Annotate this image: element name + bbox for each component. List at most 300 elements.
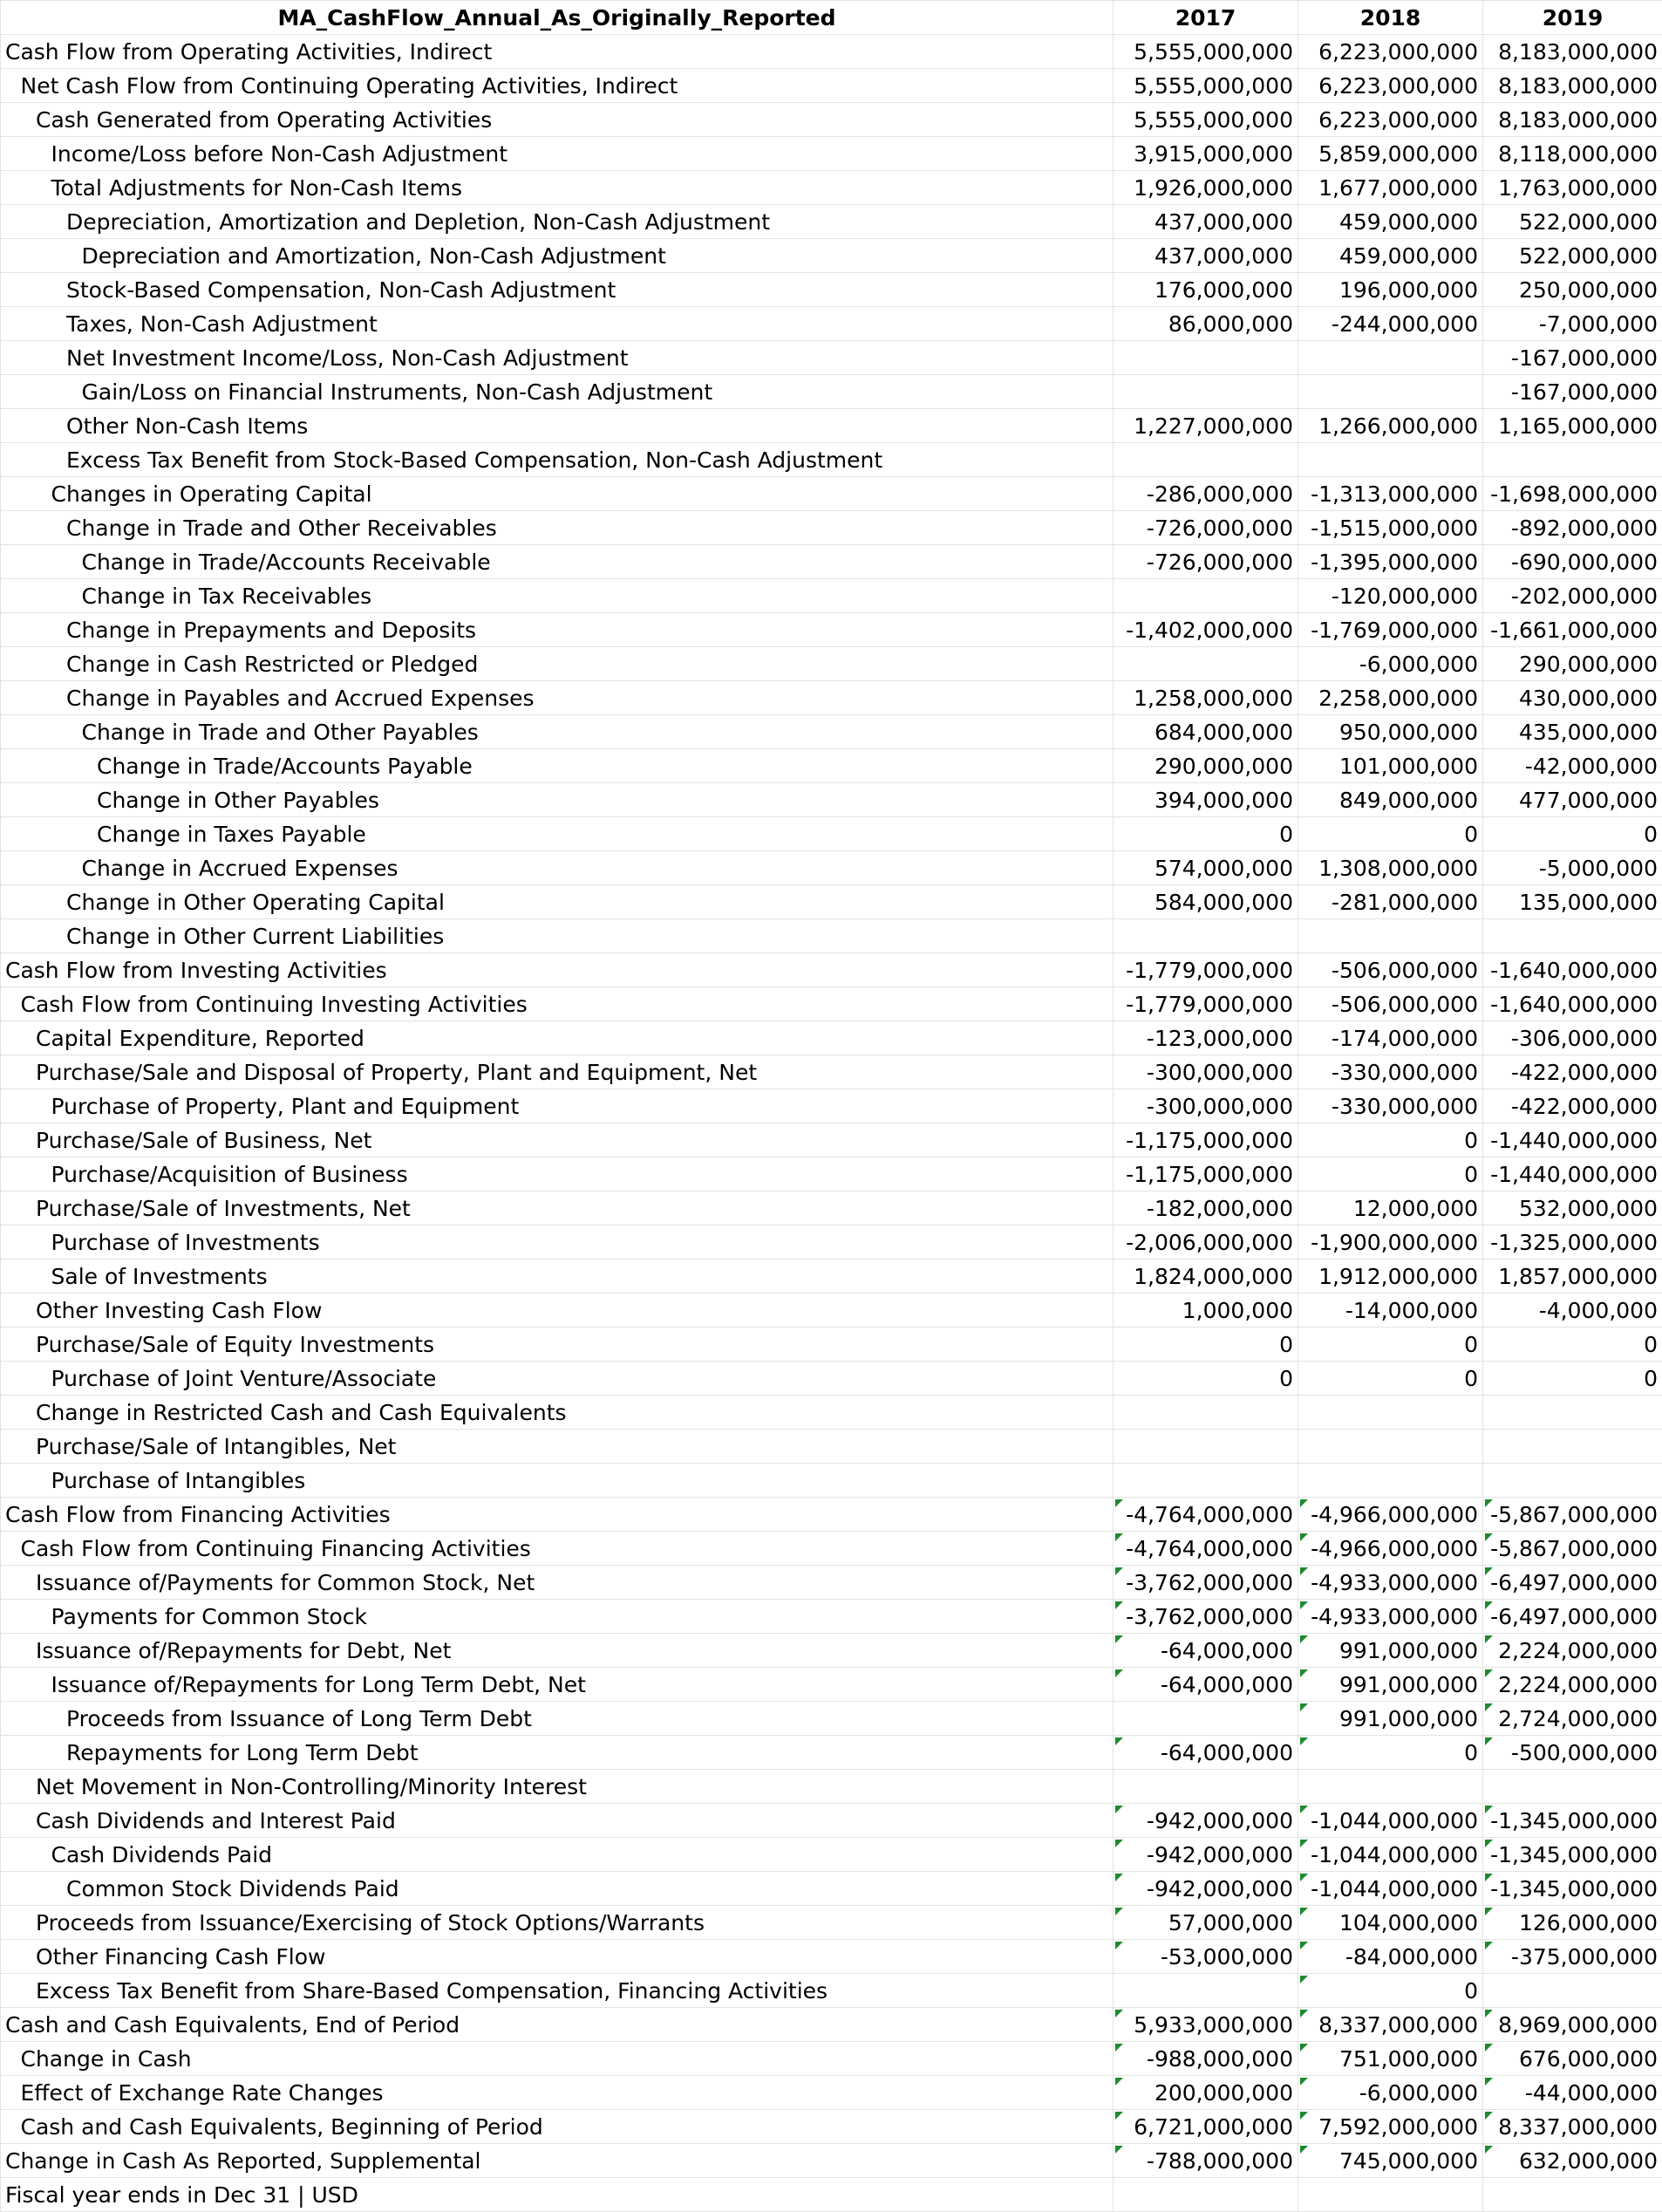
value-cell-2018[interactable]: 745,000,000 [1298,2144,1483,2178]
row-label[interactable]: Proceeds from Issuance of Long Term Debt [1,1702,1114,1736]
value-cell-2018[interactable]: -120,000,000 [1298,579,1483,613]
value-cell-2018[interactable]: -1,395,000,000 [1298,545,1483,579]
value-cell-2017[interactable]: 437,000,000 [1114,205,1298,239]
value-cell-2018[interactable]: -506,000,000 [1298,987,1483,1021]
table-row [1,1634,1662,1668]
value-cell-2019[interactable]: -6,497,000,000 [1483,1600,1662,1634]
value-cell-2019[interactable]: -5,867,000,000 [1483,1532,1662,1566]
value-cell-2019[interactable] [1483,1464,1662,1498]
value-cell-2017[interactable]: -286,000,000 [1114,477,1298,511]
value-cell-2017[interactable] [1114,375,1298,409]
table-row [1,1566,1662,1600]
value-cell-2019[interactable]: 2,224,000,000 [1483,1668,1662,1702]
value-cell-2018[interactable] [1298,1430,1483,1464]
row-label[interactable]: Excess Tax Benefit from Stock-Based Compensation, Non-Cash Adjustment [1,443,1114,477]
row-label[interactable]: Common Stock Dividends Paid [1,1872,1114,1906]
value-cell-2019[interactable]: -1,345,000,000 [1483,1838,1662,1872]
empty-cell[interactable] [1114,2178,1298,2212]
value-cell-2019[interactable]: 0 [1483,1328,1662,1362]
value-cell-2017[interactable]: 394,000,000 [1114,783,1298,817]
row-label[interactable]: Purchase/Sale and Disposal of Property, Plant and Equipment, Net [1,1055,1114,1089]
value-cell-2019[interactable]: -306,000,000 [1483,1021,1662,1055]
value-cell-2019[interactable]: 8,118,000,000 [1483,137,1662,171]
value-cell-2018[interactable]: -4,966,000,000 [1298,1498,1483,1532]
value-cell-2017[interactable]: 5,933,000,000 [1114,2008,1298,2042]
empty-cell[interactable] [1298,2178,1483,2212]
value-cell-2017[interactable]: 57,000,000 [1114,1906,1298,1940]
value-cell-2017[interactable]: 3,915,000,000 [1114,137,1298,171]
value-cell-2017[interactable]: 0 [1114,1362,1298,1396]
value-cell-2018[interactable]: -14,000,000 [1298,1294,1483,1328]
value-cell-2019[interactable]: 522,000,000 [1483,239,1662,273]
value-cell-2019[interactable]: 676,000,000 [1483,2042,1662,2076]
table-row [1,953,1662,987]
row-label[interactable]: Purchase of Investments [1,1225,1114,1260]
value-cell-2019[interactable]: -44,000,000 [1483,2076,1662,2110]
row-label[interactable]: Depreciation and Amortization, Non-Cash Adjustment [1,239,1114,273]
row-label[interactable]: Purchase of Joint Venture/Associate [1,1362,1114,1396]
row-label[interactable]: Other Investing Cash Flow [1,1294,1114,1328]
value-cell-2019[interactable]: -42,000,000 [1483,749,1662,783]
table-row [1,647,1662,681]
value-cell-2018[interactable]: -1,044,000,000 [1298,1872,1483,1906]
value-cell-2018[interactable]: 5,859,000,000 [1298,137,1483,171]
value-cell-2019[interactable]: -167,000,000 [1483,341,1662,375]
value-cell-2019[interactable]: 477,000,000 [1483,783,1662,817]
table-row [1,69,1662,103]
value-cell-2018[interactable]: -4,933,000,000 [1298,1566,1483,1600]
value-cell-2019[interactable]: 8,183,000,000 [1483,35,1662,69]
value-cell-2017[interactable] [1114,1464,1298,1498]
value-cell-2018[interactable] [1298,1396,1483,1430]
row-label[interactable]: Cash Flow from Investing Activities [1,953,1114,987]
value-cell-2019[interactable] [1483,1396,1662,1430]
value-cell-2018[interactable]: 991,000,000 [1298,1702,1483,1736]
value-cell-2017[interactable]: 574,000,000 [1114,851,1298,885]
row-label[interactable]: Change in Other Current Liabilities [1,919,1114,953]
value-cell-2017[interactable]: 437,000,000 [1114,239,1298,273]
row-label[interactable]: Change in Taxes Payable [1,817,1114,851]
value-cell-2017[interactable]: -2,006,000,000 [1114,1225,1298,1260]
table-row [1,1191,1662,1225]
row-label[interactable]: Change in Other Operating Capital [1,885,1114,919]
value-cell-2018[interactable]: -1,515,000,000 [1298,511,1483,545]
value-cell-2017[interactable]: 5,555,000,000 [1114,35,1298,69]
value-cell-2018[interactable]: 849,000,000 [1298,783,1483,817]
row-label[interactable]: Purchase of Intangibles [1,1464,1114,1498]
value-cell-2017[interactable]: -3,762,000,000 [1114,1566,1298,1600]
value-cell-2017[interactable]: 684,000,000 [1114,715,1298,749]
value-cell-2017[interactable]: 1,258,000,000 [1114,681,1298,715]
table-row [1,1702,1662,1736]
row-label[interactable]: Cash and Cash Equivalents, Beginning of Period [1,2110,1114,2144]
row-label[interactable]: Cash Flow from Operating Activities, Indirect [1,35,1114,69]
value-cell-2019[interactable]: -1,440,000,000 [1483,1123,1662,1157]
table-row [1,1089,1662,1123]
row-label[interactable]: Net Movement in Non-Controlling/Minority Interest [1,1770,1114,1804]
value-cell-2019[interactable] [1483,1430,1662,1464]
value-cell-2019[interactable]: -1,640,000,000 [1483,987,1662,1021]
value-cell-2019[interactable]: -1,640,000,000 [1483,953,1662,987]
row-label[interactable]: Change in Restricted Cash and Cash Equivalents [1,1396,1114,1430]
table-row [1,307,1662,341]
value-cell-2017[interactable]: -300,000,000 [1114,1055,1298,1089]
value-cell-2018[interactable]: -84,000,000 [1298,1940,1483,1974]
row-label[interactable]: Cash Dividends and Interest Paid [1,1804,1114,1838]
value-cell-2018[interactable]: 8,337,000,000 [1298,2008,1483,2042]
value-cell-2017[interactable]: 6,721,000,000 [1114,2110,1298,2144]
table-row [1,1940,1662,1974]
row-label[interactable]: Change in Trade/Accounts Receivable [1,545,1114,579]
value-cell-2019[interactable]: 522,000,000 [1483,205,1662,239]
value-cell-2017[interactable] [1114,1430,1298,1464]
value-cell-2019[interactable] [1483,1770,1662,1804]
value-cell-2017[interactable] [1114,1770,1298,1804]
row-label[interactable]: Change in Trade and Other Payables [1,715,1114,749]
value-cell-2018[interactable]: -4,933,000,000 [1298,1600,1483,1634]
value-cell-2019[interactable]: -5,867,000,000 [1483,1498,1662,1532]
value-cell-2018[interactable]: 459,000,000 [1298,205,1483,239]
value-cell-2018[interactable]: -330,000,000 [1298,1055,1483,1089]
value-cell-2017[interactable]: -4,764,000,000 [1114,1532,1298,1566]
row-label[interactable]: Purchase/Acquisition of Business [1,1157,1114,1191]
value-cell-2017[interactable]: -726,000,000 [1114,545,1298,579]
row-label[interactable]: Gain/Loss on Financial Instruments, Non-Cash Adjustment [1,375,1114,409]
value-cell-2017[interactable]: -1,175,000,000 [1114,1123,1298,1157]
value-cell-2017[interactable]: -988,000,000 [1114,2042,1298,2076]
value-cell-2019[interactable]: -422,000,000 [1483,1055,1662,1089]
value-cell-2018[interactable]: 6,223,000,000 [1298,69,1483,103]
value-cell-2018[interactable]: -1,900,000,000 [1298,1225,1483,1260]
value-cell-2019[interactable]: -690,000,000 [1483,545,1662,579]
table-row [1,613,1662,647]
row-label[interactable]: Change in Payables and Accrued Expenses [1,681,1114,715]
row-label[interactable]: Excess Tax Benefit from Share-Based Compensation, Financing Activities [1,1974,1114,2008]
row-label[interactable]: Changes in Operating Capital [1,477,1114,511]
value-cell-2017[interactable] [1114,647,1298,681]
row-label[interactable]: Purchase/Sale of Business, Net [1,1123,1114,1157]
value-cell-2019[interactable]: 8,183,000,000 [1483,103,1662,137]
value-cell-2018[interactable]: 1,266,000,000 [1298,409,1483,443]
table-row [1,2042,1662,2076]
value-cell-2019[interactable]: 1,763,000,000 [1483,171,1662,205]
value-cell-2018[interactable] [1298,1770,1483,1804]
table-row [1,1430,1662,1464]
value-cell-2017[interactable]: -64,000,000 [1114,1668,1298,1702]
value-cell-2017[interactable]: 0 [1114,817,1298,851]
row-label[interactable]: Depreciation, Amortization and Depletion, Non-Cash Adjustment [1,205,1114,239]
row-label[interactable]: Effect of Exchange Rate Changes [1,2076,1114,2110]
row-label[interactable]: Change in Cash As Reported, Supplemental [1,2144,1114,2178]
table-row [1,1906,1662,1940]
value-cell-2018[interactable]: 1,677,000,000 [1298,171,1483,205]
value-cell-2017[interactable]: 176,000,000 [1114,273,1298,307]
table-row [1,1328,1662,1362]
value-cell-2018[interactable]: -6,000,000 [1298,647,1483,681]
value-cell-2018[interactable]: -174,000,000 [1298,1021,1483,1055]
table-row [1,137,1662,171]
value-cell-2017[interactable]: -4,764,000,000 [1114,1498,1298,1532]
value-cell-2017[interactable] [1114,579,1298,613]
value-cell-2019[interactable]: 126,000,000 [1483,1906,1662,1940]
table-row [1,375,1662,409]
row-label[interactable]: Income/Loss before Non-Cash Adjustment [1,137,1114,171]
value-cell-2018[interactable] [1298,919,1483,953]
value-cell-2019[interactable]: -7,000,000 [1483,307,1662,341]
value-cell-2017[interactable]: 86,000,000 [1114,307,1298,341]
value-cell-2018[interactable]: -1,769,000,000 [1298,613,1483,647]
value-cell-2017[interactable]: 5,555,000,000 [1114,69,1298,103]
value-cell-2017[interactable]: 0 [1114,1328,1298,1362]
value-cell-2019[interactable]: 532,000,000 [1483,1191,1662,1225]
value-cell-2018[interactable]: 6,223,000,000 [1298,103,1483,137]
value-cell-2018[interactable]: 1,308,000,000 [1298,851,1483,885]
table-row [1,2076,1662,2110]
row-label[interactable]: Other Non-Cash Items [1,409,1114,443]
row-label[interactable]: Capital Expenditure, Reported [1,1021,1114,1055]
value-cell-2019[interactable]: -1,325,000,000 [1483,1225,1662,1260]
value-cell-2018[interactable]: -6,000,000 [1298,2076,1483,2110]
row-label[interactable]: Change in Trade/Accounts Payable [1,749,1114,783]
value-cell-2018[interactable]: -1,044,000,000 [1298,1838,1483,1872]
row-label[interactable]: Change in Cash Restricted or Pledged [1,647,1114,681]
value-cell-2018[interactable] [1298,375,1483,409]
value-cell-2019[interactable]: 1,857,000,000 [1483,1260,1662,1294]
row-label[interactable]: Purchase/Sale of Intangibles, Net [1,1430,1114,1464]
value-cell-2018[interactable]: 991,000,000 [1298,1634,1483,1668]
value-cell-2019[interactable]: 2,724,000,000 [1483,1702,1662,1736]
value-cell-2019[interactable]: 1,165,000,000 [1483,409,1662,443]
value-cell-2017[interactable]: -64,000,000 [1114,1736,1298,1770]
row-label[interactable]: Net Cash Flow from Continuing Operating Activities, Indirect [1,69,1114,103]
value-cell-2019[interactable]: 250,000,000 [1483,273,1662,307]
row-label[interactable]: Proceeds from Issuance/Exercising of Stock Options/Warrants [1,1906,1114,1940]
value-cell-2019[interactable]: -892,000,000 [1483,511,1662,545]
value-cell-2019[interactable]: -5,000,000 [1483,851,1662,885]
value-cell-2019[interactable]: 8,969,000,000 [1483,2008,1662,2042]
value-cell-2017[interactable]: -1,175,000,000 [1114,1157,1298,1191]
value-cell-2019[interactable] [1483,1974,1662,2008]
value-cell-2019[interactable] [1483,443,1662,477]
value-cell-2018[interactable]: -1,313,000,000 [1298,477,1483,511]
value-cell-2018[interactable]: 0 [1298,817,1483,851]
row-label[interactable]: Cash Dividends Paid [1,1838,1114,1872]
value-cell-2017[interactable]: -942,000,000 [1114,1804,1298,1838]
table-row [1,171,1662,205]
row-label[interactable]: Taxes, Non-Cash Adjustment [1,307,1114,341]
value-cell-2019[interactable] [1483,919,1662,953]
value-cell-2018[interactable]: -330,000,000 [1298,1089,1483,1123]
value-cell-2018[interactable]: -506,000,000 [1298,953,1483,987]
row-label[interactable]: Issuance of/Repayments for Long Term Debt, Net [1,1668,1114,1702]
table-row [1,1123,1662,1157]
table-row [1,1770,1662,1804]
value-cell-2019[interactable]: -6,497,000,000 [1483,1566,1662,1600]
value-cell-2017[interactable]: 1,000,000 [1114,1294,1298,1328]
value-cell-2019[interactable]: 430,000,000 [1483,681,1662,715]
row-label[interactable]: Change in Prepayments and Deposits [1,613,1114,647]
table-row [1,2144,1662,2178]
table-row [1,1225,1662,1260]
value-cell-2018[interactable]: 950,000,000 [1298,715,1483,749]
table-row [1,1021,1662,1055]
value-cell-2017[interactable]: -123,000,000 [1114,1021,1298,1055]
value-cell-2017[interactable]: -1,779,000,000 [1114,987,1298,1021]
value-cell-2018[interactable] [1298,443,1483,477]
value-cell-2018[interactable]: 12,000,000 [1298,1191,1483,1225]
table-row [1,341,1662,375]
row-label[interactable]: Change in Cash [1,2042,1114,2076]
value-cell-2018[interactable]: 101,000,000 [1298,749,1483,783]
value-cell-2019[interactable]: 8,183,000,000 [1483,69,1662,103]
row-label[interactable]: Change in Tax Receivables [1,579,1114,613]
value-cell-2017[interactable]: 1,926,000,000 [1114,171,1298,205]
row-label[interactable]: Issuance of/Repayments for Debt, Net [1,1634,1114,1668]
value-cell-2019[interactable]: -500,000,000 [1483,1736,1662,1770]
row-label[interactable]: Change in Accrued Expenses [1,851,1114,885]
row-label[interactable]: Change in Trade and Other Receivables [1,511,1114,545]
value-cell-2018[interactable]: 196,000,000 [1298,273,1483,307]
value-cell-2019[interactable]: -202,000,000 [1483,579,1662,613]
value-cell-2018[interactable]: 6,223,000,000 [1298,35,1483,69]
year-header[interactable]: 2019 [1483,1,1662,35]
value-cell-2019[interactable]: -4,000,000 [1483,1294,1662,1328]
sheet-title[interactable]: MA_CashFlow_Annual_As_Originally_Reported [1,1,1114,35]
table-row [1,1974,1662,2008]
value-cell-2019[interactable]: 0 [1483,817,1662,851]
value-cell-2019[interactable]: -167,000,000 [1483,375,1662,409]
value-cell-2017[interactable] [1114,1974,1298,2008]
table-row [1,239,1662,273]
row-label[interactable]: Purchase of Property, Plant and Equipment [1,1089,1114,1123]
empty-cell[interactable] [1483,2178,1662,2212]
table-row [1,1055,1662,1089]
row-label[interactable]: Cash Generated from Operating Activities [1,103,1114,137]
table-row [1,1600,1662,1634]
value-cell-2019[interactable]: -1,345,000,000 [1483,1804,1662,1838]
value-cell-2019[interactable]: -375,000,000 [1483,1940,1662,1974]
row-label[interactable]: Purchase/Sale of Equity Investments [1,1328,1114,1362]
value-cell-2019[interactable]: -1,345,000,000 [1483,1872,1662,1906]
table-row [1,103,1662,137]
value-cell-2017[interactable]: 5,555,000,000 [1114,103,1298,137]
value-cell-2017[interactable]: -942,000,000 [1114,1872,1298,1906]
row-label[interactable]: Issuance of/Payments for Common Stock, Net [1,1566,1114,1600]
value-cell-2017[interactable]: -788,000,000 [1114,2144,1298,2178]
row-label[interactable]: Total Adjustments for Non-Cash Items [1,171,1114,205]
value-cell-2017[interactable]: -182,000,000 [1114,1191,1298,1225]
row-label[interactable]: Other Financing Cash Flow [1,1940,1114,1974]
value-cell-2017[interactable] [1114,443,1298,477]
value-cell-2017[interactable]: 290,000,000 [1114,749,1298,783]
footnote[interactable]: Fiscal year ends in Dec 31 | USD [1,2178,1114,2212]
value-cell-2019[interactable]: 632,000,000 [1483,2144,1662,2178]
value-cell-2019[interactable]: 290,000,000 [1483,647,1662,681]
table-row [1,1668,1662,1702]
value-cell-2018[interactable]: -281,000,000 [1298,885,1483,919]
value-cell-2017[interactable] [1114,1396,1298,1430]
value-cell-2018[interactable]: 0 [1298,1123,1483,1157]
value-cell-2018[interactable]: 2,258,000,000 [1298,681,1483,715]
row-label[interactable]: Sale of Investments [1,1260,1114,1294]
table-row [1,409,1662,443]
value-cell-2018[interactable]: 0 [1298,1157,1483,1191]
value-cell-2017[interactable]: -726,000,000 [1114,511,1298,545]
value-cell-2019[interactable]: 0 [1483,1362,1662,1396]
value-cell-2017[interactable]: -3,762,000,000 [1114,1600,1298,1634]
table-row [1,987,1662,1021]
row-label[interactable]: Repayments for Long Term Debt [1,1736,1114,1770]
value-cell-2017[interactable]: -1,779,000,000 [1114,953,1298,987]
value-cell-2018[interactable]: 0 [1298,1974,1483,2008]
value-cell-2018[interactable]: 1,912,000,000 [1298,1260,1483,1294]
row-label[interactable]: Stock-Based Compensation, Non-Cash Adjustment [1,273,1114,307]
row-label[interactable]: Net Investment Income/Loss, Non-Cash Adjustment [1,341,1114,375]
value-cell-2019[interactable]: -1,698,000,000 [1483,477,1662,511]
value-cell-2019[interactable]: 8,337,000,000 [1483,2110,1662,2144]
value-cell-2018[interactable]: 0 [1298,1362,1483,1396]
value-cell-2018[interactable]: 0 [1298,1328,1483,1362]
value-cell-2017[interactable]: 1,824,000,000 [1114,1260,1298,1294]
row-label[interactable]: Cash Flow from Financing Activities [1,1498,1114,1532]
value-cell-2017[interactable]: 584,000,000 [1114,885,1298,919]
value-cell-2018[interactable] [1298,1464,1483,1498]
value-cell-2019[interactable]: -1,661,000,000 [1483,613,1662,647]
value-cell-2018[interactable]: -4,966,000,000 [1298,1532,1483,1566]
value-cell-2017[interactable]: 200,000,000 [1114,2076,1298,2110]
value-cell-2018[interactable]: 7,592,000,000 [1298,2110,1483,2144]
value-cell-2018[interactable]: 991,000,000 [1298,1668,1483,1702]
value-cell-2018[interactable]: -1,044,000,000 [1298,1804,1483,1838]
table-row [1,817,1662,851]
row-label[interactable]: Cash Flow from Continuing Investing Activities [1,987,1114,1021]
value-cell-2017[interactable]: -1,402,000,000 [1114,613,1298,647]
value-cell-2019[interactable]: -422,000,000 [1483,1089,1662,1123]
value-cell-2017[interactable]: -942,000,000 [1114,1838,1298,1872]
value-cell-2019[interactable]: 435,000,000 [1483,715,1662,749]
table-row [1,715,1662,749]
value-cell-2017[interactable]: 1,227,000,000 [1114,409,1298,443]
row-label[interactable]: Cash and Cash Equivalents, End of Period [1,2008,1114,2042]
year-header[interactable]: 2018 [1298,1,1483,35]
row-label[interactable]: Payments for Common Stock [1,1600,1114,1634]
value-cell-2019[interactable]: 135,000,000 [1483,885,1662,919]
table-row [1,477,1662,511]
year-header[interactable]: 2017 [1114,1,1298,35]
value-cell-2017[interactable] [1114,341,1298,375]
value-cell-2017[interactable]: -300,000,000 [1114,1089,1298,1123]
table-row [1,1804,1662,1838]
row-label[interactable]: Cash Flow from Continuing Financing Activities [1,1532,1114,1566]
table-row [1,2008,1662,2042]
value-cell-2017[interactable]: -64,000,000 [1114,1634,1298,1668]
value-cell-2017[interactable] [1114,919,1298,953]
value-cell-2017[interactable]: -53,000,000 [1114,1940,1298,1974]
row-label[interactable]: Change in Other Payables [1,783,1114,817]
value-cell-2018[interactable]: 751,000,000 [1298,2042,1483,2076]
row-label[interactable]: Purchase/Sale of Investments, Net [1,1191,1114,1225]
table-row [1,851,1662,885]
value-cell-2019[interactable]: -1,440,000,000 [1483,1157,1662,1191]
value-cell-2019[interactable]: 2,224,000,000 [1483,1634,1662,1668]
value-cell-2018[interactable]: 104,000,000 [1298,1906,1483,1940]
value-cell-2018[interactable] [1298,341,1483,375]
table-row [1,1532,1662,1566]
value-cell-2018[interactable]: -244,000,000 [1298,307,1483,341]
value-cell-2018[interactable]: 459,000,000 [1298,239,1483,273]
value-cell-2018[interactable]: 0 [1298,1736,1483,1770]
value-cell-2017[interactable] [1114,1702,1298,1736]
